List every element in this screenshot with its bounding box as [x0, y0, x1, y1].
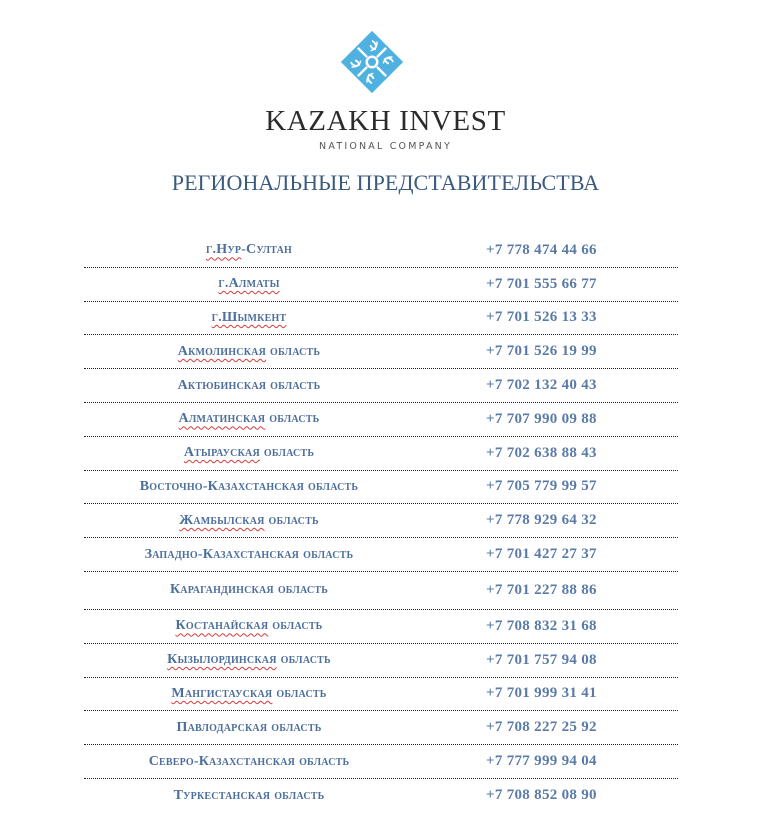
phone-number[interactable]: +7 701 427 27 37 [486, 546, 597, 563]
region-name [84, 268, 414, 301]
region-name-suffix: область [280, 652, 331, 668]
region-name-main: Актюбинская [177, 377, 267, 393]
phone-number[interactable]: +7 778 474 44 66 [486, 241, 597, 258]
region-name [84, 504, 414, 537]
region-name [84, 678, 414, 711]
region-name-main: Павлодарская [176, 719, 268, 735]
kazakh-ornament-diamond-icon [341, 31, 403, 93]
region-name-main: Восточно-Казахстанская [139, 478, 305, 494]
region-name-main: Западно-Казахстанская [144, 546, 300, 562]
region-name-main: г.Нур [205, 242, 242, 258]
region-name-main: Карагандинская [169, 582, 274, 598]
office-row [84, 403, 678, 437]
region-name [84, 369, 414, 402]
office-row [84, 302, 678, 336]
phone-number[interactable]: +7 701 526 13 33 [486, 309, 597, 326]
region-name-suffix: область [268, 512, 319, 528]
region-name [84, 610, 414, 643]
phone-number[interactable]: +7 707 990 09 88 [486, 410, 597, 427]
office-row [84, 471, 678, 505]
region-name-suffix: область [303, 546, 354, 562]
office-row [84, 572, 678, 610]
office-row [84, 504, 678, 538]
brand-name: KAZAKH INVEST [265, 105, 506, 137]
region-name-suffix: область [274, 787, 325, 803]
region-name-main: Туркестанская [173, 787, 271, 803]
region-name-suffix: область [276, 685, 327, 701]
region-name [84, 572, 414, 609]
office-row [84, 437, 678, 471]
phone-number[interactable]: +7 777 999 94 04 [486, 753, 597, 770]
region-name-suffix: область [272, 618, 323, 634]
region-name [84, 711, 414, 744]
region-name [84, 234, 414, 267]
region-name-suffix: область [270, 377, 321, 393]
office-row [84, 745, 678, 779]
phone-number[interactable]: +7 701 999 31 41 [486, 685, 597, 702]
page-title: РЕГИОНАЛЬНЫЕ ПРЕДСТАВИТЕЛЬСТВА [171, 170, 600, 195]
office-row [84, 711, 678, 745]
office-row [84, 538, 678, 572]
region-name-main: Акмолинская [177, 343, 266, 359]
office-row [84, 644, 678, 678]
region-name-suffix: область [270, 343, 321, 359]
region-name [84, 779, 414, 813]
region-name-suffix: область [308, 478, 359, 494]
phone-number[interactable]: +7 701 757 94 08 [486, 651, 597, 668]
region-name-main: Атырауская [183, 445, 260, 461]
region-name-suffix: -Султан [241, 242, 293, 258]
office-row [84, 335, 678, 369]
region-name-main: Алматинская [178, 411, 266, 427]
region-name [84, 403, 414, 436]
regional-offices-table [84, 234, 678, 813]
phone-number[interactable]: +7 702 638 88 43 [486, 444, 597, 461]
phone-number[interactable]: +7 701 227 88 86 [486, 581, 597, 598]
phone-number[interactable]: +7 708 832 31 68 [486, 617, 597, 634]
office-row [84, 779, 678, 813]
office-row [84, 678, 678, 712]
phone-number[interactable]: +7 705 779 99 57 [486, 478, 597, 495]
region-name-main: г.Алматы [218, 276, 280, 292]
phone-number[interactable]: +7 701 555 66 77 [486, 275, 597, 292]
region-name-main: Костанайская [175, 618, 269, 634]
office-row [84, 268, 678, 302]
office-row [84, 610, 678, 644]
region-name [84, 644, 414, 677]
phone-number[interactable]: +7 702 132 40 43 [486, 377, 597, 394]
region-name-suffix: область [271, 719, 322, 735]
region-name-suffix: область [277, 582, 329, 598]
phone-number[interactable]: +7 701 526 19 99 [486, 343, 597, 360]
region-name-main: г.Шымкент [211, 309, 287, 325]
office-row [84, 369, 678, 403]
region-name-main: Северо-Казахстанская [148, 753, 296, 769]
region-name [84, 471, 414, 504]
region-name-main: Кызылординская [167, 652, 277, 668]
region-name [84, 538, 414, 571]
region-name-main: Жамбылская [179, 512, 265, 528]
region-name-suffix: область [299, 753, 350, 769]
region-name [84, 335, 414, 368]
region-name-suffix: область [269, 411, 320, 427]
phone-number[interactable]: +7 708 227 25 92 [486, 719, 597, 736]
phone-number[interactable]: +7 708 852 08 90 [486, 787, 597, 804]
region-name-main: Мангистауская [171, 685, 273, 701]
region-name [84, 302, 414, 335]
phone-number[interactable]: +7 778 929 64 32 [486, 512, 597, 529]
office-row [84, 234, 678, 268]
brand-subtitle: NATIONAL COMPANY [319, 141, 452, 152]
region-name [84, 437, 414, 470]
region-name-suffix: область [263, 445, 315, 461]
region-name [84, 745, 414, 778]
